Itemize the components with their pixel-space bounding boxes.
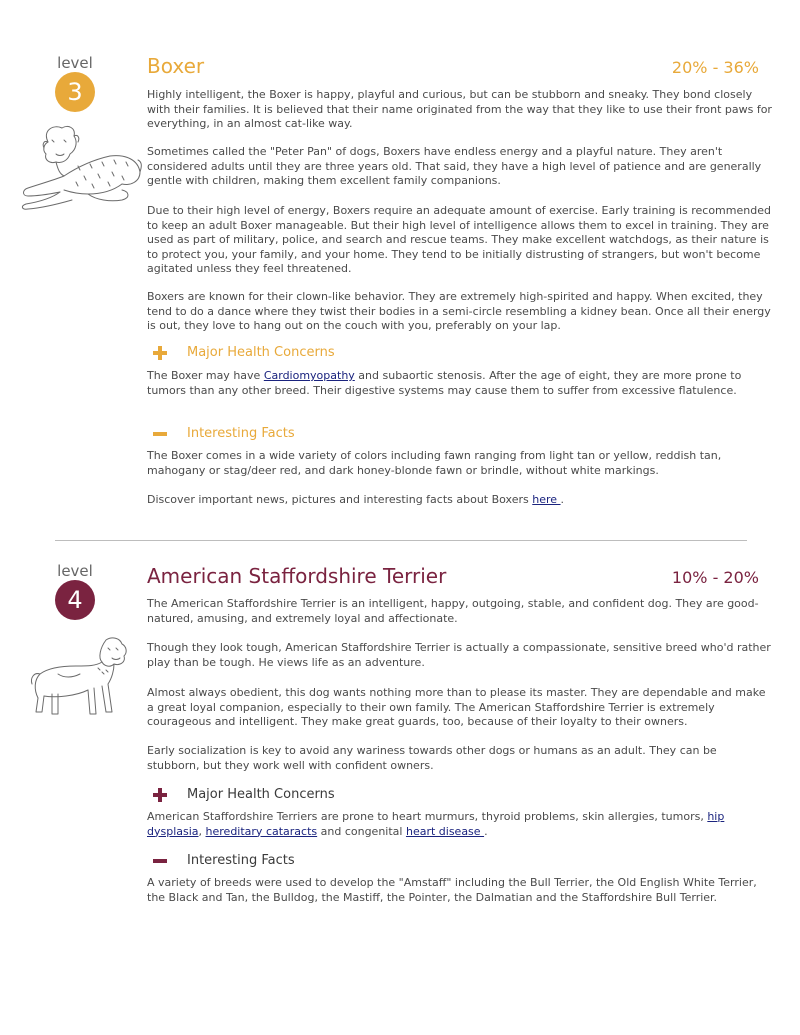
- minus-icon: [153, 854, 167, 868]
- hereditary-cataracts-link[interactable]: hereditary cataracts: [205, 824, 318, 838]
- amstaff-level-indicator: [30, 540, 120, 620]
- paragraph: Boxers are known for their clown-like behavior. They are extremely high-spirited and happy. When excited, they tend to do a dance where they twist their bodies in a semi-circle resembling a kidney bean. Once all their energy is out, they love to hang out on the couch with you, preferably on your lap.: [147, 290, 771, 332]
- section-heading-label: Major Health Concerns: [187, 345, 335, 360]
- section-divider: [55, 540, 747, 541]
- paragraph: Though they look tough, American Staffordshire Terrier is actually a compassionate, sensitive breed who'd rather play than be tough. He views life as an adventure.: [147, 641, 771, 669]
- terrier-dog-illustration: [28, 634, 132, 718]
- level-label: level: [57, 54, 93, 72]
- text: The Boxer may have: [147, 369, 264, 382]
- health-concerns-text: [147, 369, 772, 398]
- discover-text: [147, 493, 772, 508]
- cardiomyopathy-link[interactable]: Cardiomyopathy: [263, 369, 355, 382]
- level-number-badge: 3: [55, 72, 95, 112]
- breed-title: American Staffordshire Terrier: [147, 564, 447, 588]
- paragraph: Sometimes called the "Peter Pan" of dogs, Boxers have endless energy and a playful nature. They aren't considered adults until they are three years old. That said, they have a high level of patience and are generally gentle with children, making them excellent family companions.: [147, 145, 762, 187]
- text: and congenital: [317, 824, 406, 838]
- plus-icon: [153, 346, 167, 360]
- breed-percentage-range: 20% - 36%: [671, 58, 759, 77]
- health-concerns-heading: [147, 785, 772, 805]
- paragraph: The American Staffordshire Terrier is an intelligent, happy, outgoing, stable, and confident dog. They are good-natured, amusing, and extremely loyal and affectionate.: [147, 597, 759, 625]
- health-concerns-heading: [147, 343, 772, 363]
- boxer-here-link[interactable]: here: [532, 493, 561, 506]
- paragraph: Early socialization is key to avoid any wariness towards other dogs or humans as an adult. They can be stubborn, but they work well with confident owners.: [147, 744, 717, 772]
- text: .: [484, 824, 488, 838]
- paragraph: Due to their high level of energy, Boxers require an adequate amount of exercise. Early training is recommended to keep an adult Boxer manageable. But their high level of intelligence allows them to excel in training. They are used as part of military, police, and search and rescue teams. They make excellent watchdogs, as their nature is to protect you, your family, and your home. They tend to be initially distrusting of strangers, but won't become agitated unless they feel threatened.: [147, 204, 771, 275]
- level-label: level: [57, 562, 93, 580]
- interesting-facts-heading: [147, 851, 772, 871]
- hip-dysplasia-link[interactable]: hip dysplasia: [147, 810, 725, 838]
- health-concerns-text: [147, 810, 772, 839]
- paragraph: Almost always obedient, this dog wants nothing more than to please its master. They are dependable and make a great loyal companion, especially to their own family. The American Staffordshire Terrier is extremely courageous and intelligent. They make great guards, too, because of their loyalty to their owners.: [147, 686, 766, 728]
- boxer-dog-illustration: [18, 120, 142, 210]
- paragraph: Highly intelligent, the Boxer is happy, playful and curious, but can be stubborn and sneaky. They bond closely with their families. It is believed that their name originated from the way that they like to use their front paws for everything, in an almost cat-like way.: [147, 88, 772, 130]
- text: and subaortic stenosis. After the age of eight, they are more prone to tumors than any other breed. Their digestive systems may cause them to suffer from excessive flatulence.: [147, 369, 742, 397]
- section-heading-label: Major Health Concerns: [187, 787, 335, 802]
- text: American Staffordshire Terriers are prone to heart murmurs, thyroid problems, skin allergies, tumors,: [147, 810, 708, 823]
- interesting-facts-text: The Boxer comes in a wide variety of colors including fawn ranging from light tan or yellow, reddish tan, mahogany or stag/deer red, and dark honey-blonde fawn or brindle, without white markings.: [147, 449, 722, 477]
- text: ,: [198, 824, 206, 838]
- section-heading-label: Interesting Facts: [187, 853, 295, 868]
- minus-icon: [153, 427, 167, 441]
- level-number-badge: 4: [55, 580, 95, 620]
- boxer-level-indicator: [30, 0, 120, 112]
- breed-title: Boxer: [147, 54, 205, 78]
- plus-icon: [153, 788, 167, 802]
- interesting-facts-heading: [147, 424, 772, 444]
- interesting-facts-text: A variety of breeds were used to develop the "Amstaff" including the Bull Terrier, the Old English White Terrier, the Black and Tan, the Bulldog, the Mastiff, the Pointer, the Dalmatian and the Staffordshire Bull Terrier.: [147, 876, 757, 904]
- heart-disease-link[interactable]: heart disease: [405, 824, 485, 838]
- breed-percentage-range: 10% - 20%: [671, 568, 759, 587]
- text: Discover important news, pictures and interesting facts about Boxers: [147, 493, 533, 506]
- text: .: [560, 493, 565, 506]
- section-heading-label: Interesting Facts: [187, 426, 295, 441]
